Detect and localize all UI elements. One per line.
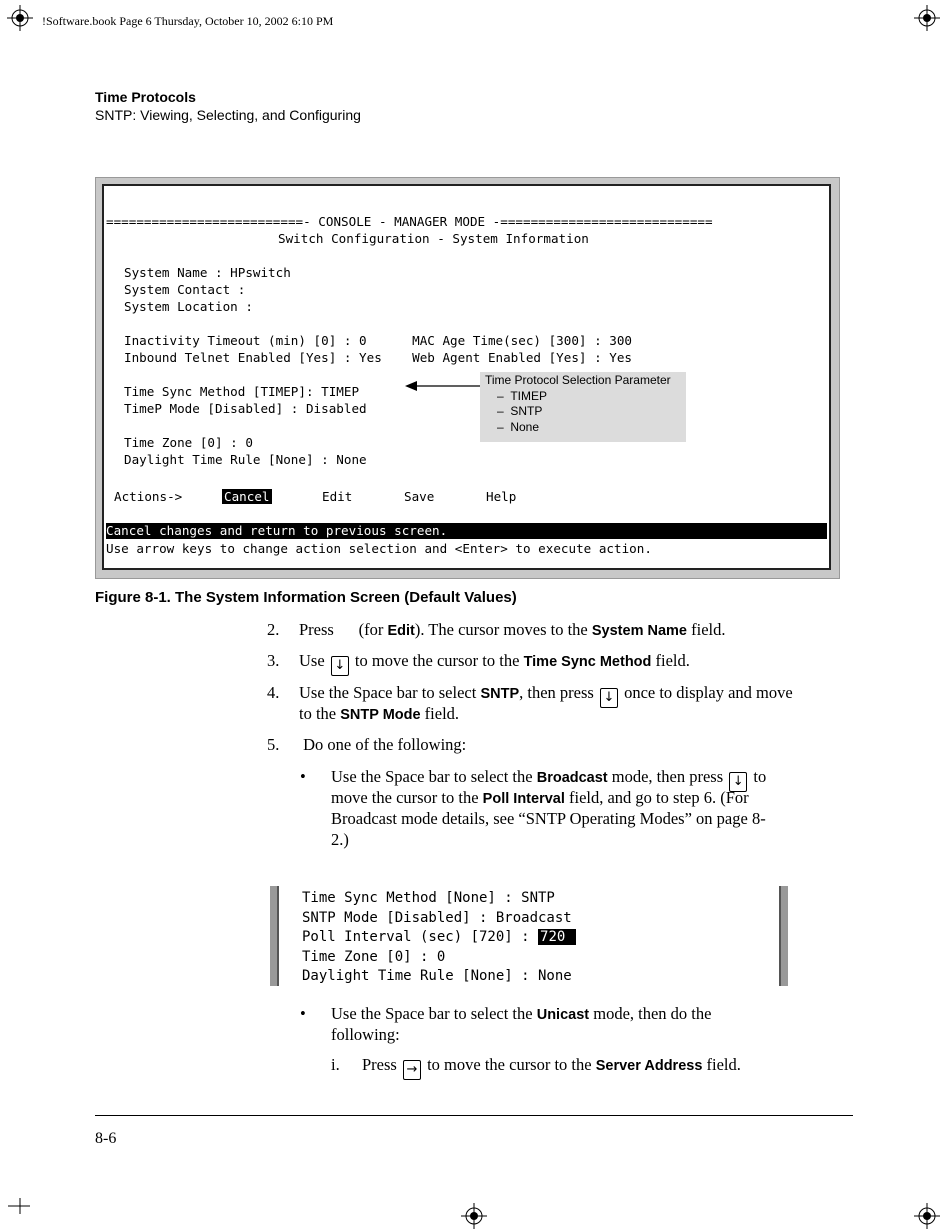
- console-screen-title: Switch Configuration - System Information: [278, 231, 589, 246]
- console-status-line: Cancel changes and return to previous screen.: [106, 523, 827, 539]
- poll-interval-value: 720: [540, 929, 574, 945]
- callout-option: – SNTP: [497, 404, 543, 418]
- registration-mark-icon: [461, 1203, 487, 1229]
- registration-mark-icon: [914, 5, 940, 31]
- callout-option: – TIMEP: [497, 388, 548, 403]
- console-banner: ==========================- CONSOLE - MANAGER MODE -============================: [106, 214, 713, 229]
- save-action: Save: [404, 489, 435, 504]
- callout-arrow-icon: [405, 379, 485, 393]
- section-title: Time Protocols: [95, 89, 196, 105]
- inactivity-timeout-row: Inactivity Timeout (min) [0] : 0 MAC Age Time(sec) [300] : 300: [124, 333, 632, 348]
- system-contact-field: System Contact :: [124, 282, 246, 297]
- console-screen: [102, 184, 831, 570]
- daylight-rule-field: Daylight Time Rule [None] : None: [124, 452, 367, 467]
- telnet-row: Inbound Telnet Enabled [Yes] : Yes Web Agent Enabled [Yes] : Yes: [124, 350, 632, 365]
- snippet-time-sync-line: Time Sync Method [None] : SNTP: [302, 890, 555, 906]
- figure-caption: Figure 8-1. The System Information Screen (Default Values): [95, 589, 517, 606]
- system-location-field: System Location :: [124, 299, 253, 314]
- snippet-time-zone-line: Time Zone [0] : 0: [302, 948, 446, 965]
- snippet-poll-interval-line: Poll Interval (sec) [720] : 720: [302, 929, 574, 945]
- down-arrow-key-icon: ↓: [729, 772, 747, 792]
- edit-action: Edit: [322, 489, 353, 504]
- callout-title: Time Protocol Selection Parameter: [485, 373, 671, 387]
- crop-mark-icon: [8, 1198, 34, 1224]
- registration-mark-icon: [7, 5, 33, 31]
- console-screenshot: [95, 177, 840, 579]
- snippet-right-border: [779, 886, 788, 986]
- page-number: 8-6: [95, 1130, 117, 1147]
- actions-label: Actions->: [114, 489, 183, 504]
- sntp-console-snippet: [270, 886, 788, 986]
- callout-option: – None: [497, 419, 540, 434]
- system-name-field: System Name : HPswitch: [124, 265, 291, 280]
- registration-mark-icon: [914, 1203, 940, 1229]
- down-arrow-key-icon: ↓: [600, 688, 618, 708]
- time-zone-field: Time Zone [0] : 0: [124, 435, 253, 450]
- snippet-sntp-mode-line: SNTP Mode [Disabled] : Broadcast: [302, 909, 572, 926]
- section-subtitle: SNTP: Viewing, Selecting, and Configuring: [95, 107, 361, 123]
- snippet-daylight-line: Daylight Time Rule [None] : None: [302, 968, 572, 984]
- time-sync-method-field: Time Sync Method [TIMEP]: TIMEP: [124, 384, 360, 399]
- callout-box: [480, 372, 686, 442]
- footer-rule: [95, 1115, 853, 1116]
- right-arrow-key-icon: →: [403, 1060, 421, 1080]
- down-arrow-key-icon: ↓: [331, 656, 349, 676]
- cancel-action: Cancel: [224, 489, 270, 504]
- snippet-left-border: [270, 886, 279, 986]
- book-slug: !Software.book Page 6 Thursday, October 10, 2002 6:10 PM: [42, 14, 334, 28]
- console-help-line: Use arrow keys to change action selection and <Enter> to execute action.: [106, 541, 652, 556]
- timep-mode-field: TimeP Mode [Disabled] : Disabled: [124, 401, 367, 416]
- help-action: Help: [486, 489, 517, 504]
